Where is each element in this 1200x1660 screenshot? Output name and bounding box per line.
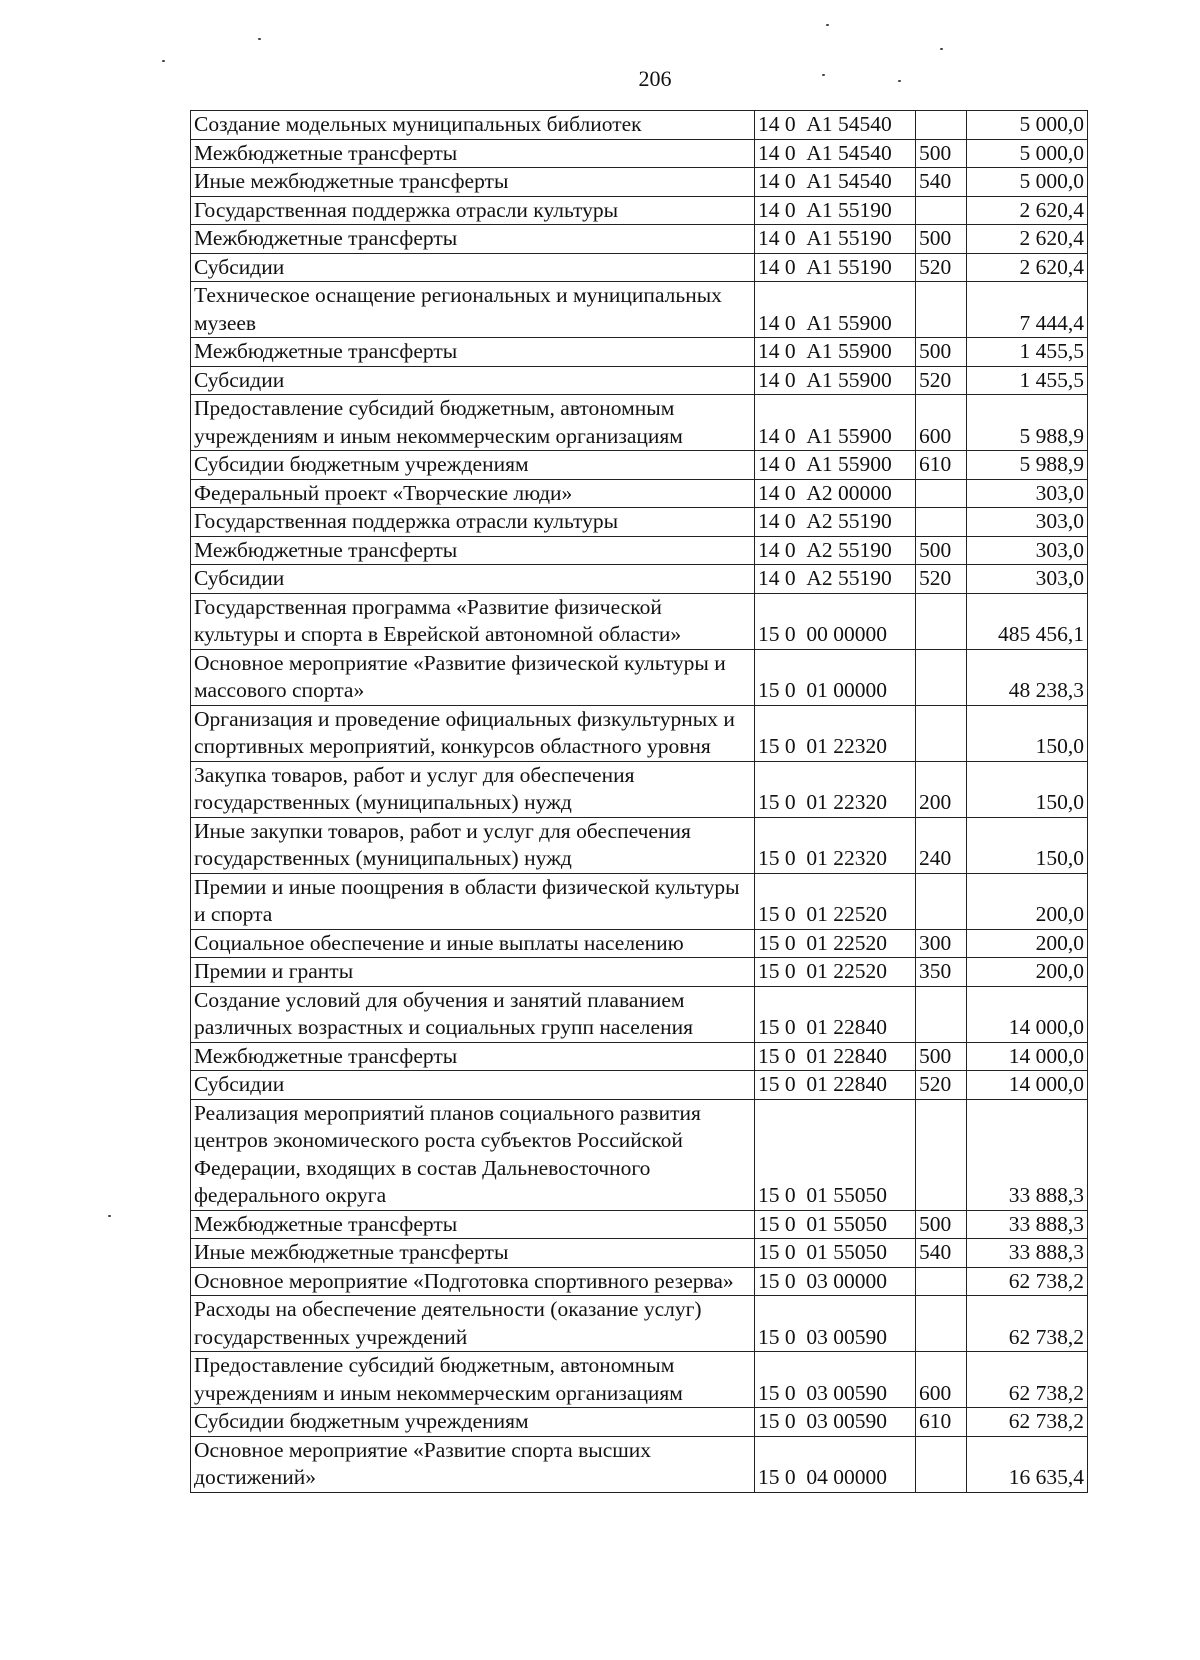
row-expense-type-cell: 520 xyxy=(916,565,967,594)
row-code-cell: 15 0 03 00590 xyxy=(755,1352,916,1408)
table-row xyxy=(191,225,1088,254)
table-row xyxy=(191,593,1088,649)
row-name-cell: Реализация мероприятий планов социального развития центров экономического роста субъектов Российской Федерации, входящих в состав Дальневосточного федерального округа xyxy=(191,1099,755,1210)
row-code-cell: 15 0 01 22520 xyxy=(755,958,916,987)
row-expense-type-cell xyxy=(916,649,967,705)
table-row xyxy=(191,338,1088,367)
scan-speck xyxy=(898,80,901,82)
row-code-cell: 15 0 04 00000 xyxy=(755,1436,916,1492)
row-expense-type-cell: 600 xyxy=(916,1352,967,1408)
row-name-cell: Организация и проведение официальных физкультурных и спортивных мероприятий, конкурсов областного уровня xyxy=(191,705,755,761)
row-name-cell: Иные закупки товаров, работ и услуг для обеспечения государственных (муниципальных) нужд xyxy=(191,817,755,873)
row-expense-type-cell xyxy=(916,111,967,140)
table-row xyxy=(191,565,1088,594)
row-name-cell: Государственная поддержка отрасли культуры xyxy=(191,196,755,225)
row-expense-type-cell xyxy=(916,986,967,1042)
row-code-cell: 14 0 А1 55900 xyxy=(755,282,916,338)
table-row xyxy=(191,1042,1088,1071)
row-expense-type-cell: 540 xyxy=(916,1239,967,1268)
row-name-cell: Субсидии xyxy=(191,253,755,282)
row-code-cell: 15 0 01 00000 xyxy=(755,649,916,705)
row-code-cell: 14 0 А2 55190 xyxy=(755,565,916,594)
row-expense-type-cell: 200 xyxy=(916,761,967,817)
table-row xyxy=(191,536,1088,565)
scan-speck xyxy=(162,60,165,62)
row-name-cell: Основное мероприятие «Подготовка спортивного резерва» xyxy=(191,1267,755,1296)
row-expense-type-cell xyxy=(916,705,967,761)
row-code-cell: 15 0 01 22320 xyxy=(755,817,916,873)
row-expense-type-cell: 520 xyxy=(916,366,967,395)
row-expense-type-cell xyxy=(916,873,967,929)
row-name-cell: Субсидии xyxy=(191,366,755,395)
row-sum-cell: 303,0 xyxy=(967,479,1088,508)
scan-speck xyxy=(258,38,261,40)
row-name-cell: Субсидии бюджетным учреждениям xyxy=(191,1408,755,1437)
row-name-cell: Межбюджетные трансферты xyxy=(191,338,755,367)
row-sum-cell: 62 738,2 xyxy=(967,1267,1088,1296)
row-expense-type-cell: 600 xyxy=(916,395,967,451)
row-expense-type-cell: 520 xyxy=(916,253,967,282)
row-expense-type-cell: 610 xyxy=(916,1408,967,1437)
row-name-cell: Предоставление субсидий бюджетным, автономным учреждениям и иным некоммерческим организациям xyxy=(191,1352,755,1408)
row-name-cell: Субсидии бюджетным учреждениям xyxy=(191,451,755,480)
row-code-cell: 14 0 А1 54540 xyxy=(755,168,916,197)
table-row xyxy=(191,1408,1088,1437)
row-code-cell: 15 0 01 22320 xyxy=(755,761,916,817)
row-sum-cell: 48 238,3 xyxy=(967,649,1088,705)
row-sum-cell: 200,0 xyxy=(967,958,1088,987)
row-expense-type-cell: 540 xyxy=(916,168,967,197)
table-row xyxy=(191,929,1088,958)
row-name-cell: Предоставление субсидий бюджетным, автономным учреждениям и иным некоммерческим организациям xyxy=(191,395,755,451)
row-expense-type-cell: 500 xyxy=(916,1210,967,1239)
table-row xyxy=(191,817,1088,873)
scan-speck xyxy=(108,1215,111,1217)
row-expense-type-cell: 300 xyxy=(916,929,967,958)
row-name-cell: Межбюджетные трансферты xyxy=(191,1042,755,1071)
row-sum-cell: 33 888,3 xyxy=(967,1239,1088,1268)
row-sum-cell: 150,0 xyxy=(967,817,1088,873)
table-row xyxy=(191,873,1088,929)
row-code-cell: 14 0 А1 55900 xyxy=(755,395,916,451)
row-name-cell: Субсидии xyxy=(191,1071,755,1100)
row-name-cell: Создание условий для обучения и занятий плаванием различных возрастных и социальных групп населения xyxy=(191,986,755,1042)
row-name-cell: Социальное обеспечение и иные выплаты населению xyxy=(191,929,755,958)
row-expense-type-cell: 500 xyxy=(916,225,967,254)
table-row xyxy=(191,479,1088,508)
row-code-cell: 14 0 А2 55190 xyxy=(755,536,916,565)
row-name-cell: Премии и иные поощрения в области физической культуры и спорта xyxy=(191,873,755,929)
table-row xyxy=(191,958,1088,987)
row-expense-type-cell: 500 xyxy=(916,1042,967,1071)
budget-table xyxy=(190,110,1088,1493)
row-code-cell: 14 0 А2 00000 xyxy=(755,479,916,508)
row-sum-cell: 5 988,9 xyxy=(967,451,1088,480)
row-sum-cell: 5 000,0 xyxy=(967,139,1088,168)
table-row xyxy=(191,139,1088,168)
table-row xyxy=(191,986,1088,1042)
table-row xyxy=(191,1436,1088,1492)
row-sum-cell: 7 444,4 xyxy=(967,282,1088,338)
scan-speck xyxy=(826,24,829,26)
row-name-cell: Федеральный проект «Творческие люди» xyxy=(191,479,755,508)
row-sum-cell: 33 888,3 xyxy=(967,1099,1088,1210)
row-name-cell: Основное мероприятие «Развитие физической культуры и массового спорта» xyxy=(191,649,755,705)
table-row xyxy=(191,705,1088,761)
row-name-cell: Премии и гранты xyxy=(191,958,755,987)
row-name-cell: Государственная программа «Развитие физической культуры и спорта в Еврейской автономной области» xyxy=(191,593,755,649)
row-sum-cell: 62 738,2 xyxy=(967,1296,1088,1352)
row-expense-type-cell xyxy=(916,1267,967,1296)
page-number: 206 xyxy=(638,66,672,91)
row-sum-cell: 62 738,2 xyxy=(967,1352,1088,1408)
budget-table-body xyxy=(191,111,1088,1493)
row-sum-cell: 200,0 xyxy=(967,929,1088,958)
scan-speck xyxy=(822,74,825,76)
row-name-cell: Основное мероприятие «Развитие спорта высших достижений» xyxy=(191,1436,755,1492)
row-code-cell: 15 0 01 55050 xyxy=(755,1099,916,1210)
row-code-cell: 14 0 А1 55190 xyxy=(755,225,916,254)
row-name-cell: Иные межбюджетные трансферты xyxy=(191,168,755,197)
row-code-cell: 14 0 А1 55190 xyxy=(755,253,916,282)
row-name-cell: Межбюджетные трансферты xyxy=(191,1210,755,1239)
row-code-cell: 15 0 03 00590 xyxy=(755,1296,916,1352)
table-row xyxy=(191,1071,1088,1100)
row-sum-cell: 2 620,4 xyxy=(967,196,1088,225)
row-code-cell: 14 0 А1 54540 xyxy=(755,111,916,140)
row-sum-cell: 303,0 xyxy=(967,508,1088,537)
row-code-cell: 15 0 01 22840 xyxy=(755,986,916,1042)
table-row xyxy=(191,1352,1088,1408)
row-sum-cell: 33 888,3 xyxy=(967,1210,1088,1239)
row-expense-type-cell: 520 xyxy=(916,1071,967,1100)
row-code-cell: 15 0 01 55050 xyxy=(755,1239,916,1268)
table-row xyxy=(191,282,1088,338)
row-sum-cell: 14 000,0 xyxy=(967,986,1088,1042)
row-expense-type-cell xyxy=(916,196,967,225)
row-expense-type-cell: 500 xyxy=(916,139,967,168)
row-code-cell: 14 0 А1 55900 xyxy=(755,366,916,395)
row-code-cell: 15 0 01 22320 xyxy=(755,705,916,761)
row-code-cell: 15 0 01 22520 xyxy=(755,929,916,958)
row-expense-type-cell xyxy=(916,282,967,338)
table-row xyxy=(191,1099,1088,1210)
row-code-cell: 14 0 А2 55190 xyxy=(755,508,916,537)
row-expense-type-cell xyxy=(916,593,967,649)
row-sum-cell: 5 988,9 xyxy=(967,395,1088,451)
row-code-cell: 15 0 01 22840 xyxy=(755,1071,916,1100)
table-row xyxy=(191,168,1088,197)
row-name-cell: Закупка товаров, работ и услуг для обеспечения государственных (муниципальных) нужд xyxy=(191,761,755,817)
table-row xyxy=(191,395,1088,451)
row-sum-cell: 14 000,0 xyxy=(967,1071,1088,1100)
row-expense-type-cell: 610 xyxy=(916,451,967,480)
row-sum-cell: 62 738,2 xyxy=(967,1408,1088,1437)
row-expense-type-cell: 240 xyxy=(916,817,967,873)
row-name-cell: Государственная поддержка отрасли культуры xyxy=(191,508,755,537)
row-code-cell: 15 0 03 00590 xyxy=(755,1408,916,1437)
row-sum-cell: 303,0 xyxy=(967,536,1088,565)
row-expense-type-cell xyxy=(916,479,967,508)
row-expense-type-cell xyxy=(916,1296,967,1352)
row-sum-cell: 1 455,5 xyxy=(967,338,1088,367)
row-expense-type-cell xyxy=(916,1099,967,1210)
row-name-cell: Расходы на обеспечение деятельности (оказание услуг) государственных учреждений xyxy=(191,1296,755,1352)
row-sum-cell: 150,0 xyxy=(967,705,1088,761)
table-row xyxy=(191,649,1088,705)
row-code-cell: 14 0 А1 55900 xyxy=(755,338,916,367)
table-row xyxy=(191,761,1088,817)
row-name-cell: Создание модельных муниципальных библиотек xyxy=(191,111,755,140)
table-row xyxy=(191,508,1088,537)
row-code-cell: 15 0 01 22840 xyxy=(755,1042,916,1071)
row-sum-cell: 150,0 xyxy=(967,761,1088,817)
row-expense-type-cell: 500 xyxy=(916,536,967,565)
row-sum-cell: 303,0 xyxy=(967,565,1088,594)
row-sum-cell: 5 000,0 xyxy=(967,168,1088,197)
row-code-cell: 15 0 03 00000 xyxy=(755,1267,916,1296)
row-name-cell: Субсидии xyxy=(191,565,755,594)
row-sum-cell: 1 455,5 xyxy=(967,366,1088,395)
table-row xyxy=(191,366,1088,395)
row-sum-cell: 2 620,4 xyxy=(967,253,1088,282)
row-code-cell: 15 0 00 00000 xyxy=(755,593,916,649)
table-row xyxy=(191,1296,1088,1352)
row-code-cell: 14 0 А1 55190 xyxy=(755,196,916,225)
table-row xyxy=(191,1239,1088,1268)
row-sum-cell: 5 000,0 xyxy=(967,111,1088,140)
table-row xyxy=(191,111,1088,140)
row-code-cell: 15 0 01 22520 xyxy=(755,873,916,929)
row-expense-type-cell: 350 xyxy=(916,958,967,987)
row-code-cell: 14 0 А1 54540 xyxy=(755,139,916,168)
row-name-cell: Межбюджетные трансферты xyxy=(191,536,755,565)
row-expense-type-cell: 500 xyxy=(916,338,967,367)
table-row xyxy=(191,253,1088,282)
scan-speck xyxy=(940,48,943,50)
row-name-cell: Иные межбюджетные трансферты xyxy=(191,1239,755,1268)
row-name-cell: Техническое оснащение региональных и муниципальных музеев xyxy=(191,282,755,338)
row-code-cell: 14 0 А1 55900 xyxy=(755,451,916,480)
row-code-cell: 15 0 01 55050 xyxy=(755,1210,916,1239)
table-row xyxy=(191,1267,1088,1296)
table-row xyxy=(191,196,1088,225)
row-sum-cell: 485 456,1 xyxy=(967,593,1088,649)
table-row xyxy=(191,451,1088,480)
row-expense-type-cell xyxy=(916,1436,967,1492)
row-name-cell: Межбюджетные трансферты xyxy=(191,225,755,254)
row-sum-cell: 16 635,4 xyxy=(967,1436,1088,1492)
row-expense-type-cell xyxy=(916,508,967,537)
row-sum-cell: 200,0 xyxy=(967,873,1088,929)
row-name-cell: Межбюджетные трансферты xyxy=(191,139,755,168)
row-sum-cell: 2 620,4 xyxy=(967,225,1088,254)
row-sum-cell: 14 000,0 xyxy=(967,1042,1088,1071)
table-row xyxy=(191,1210,1088,1239)
